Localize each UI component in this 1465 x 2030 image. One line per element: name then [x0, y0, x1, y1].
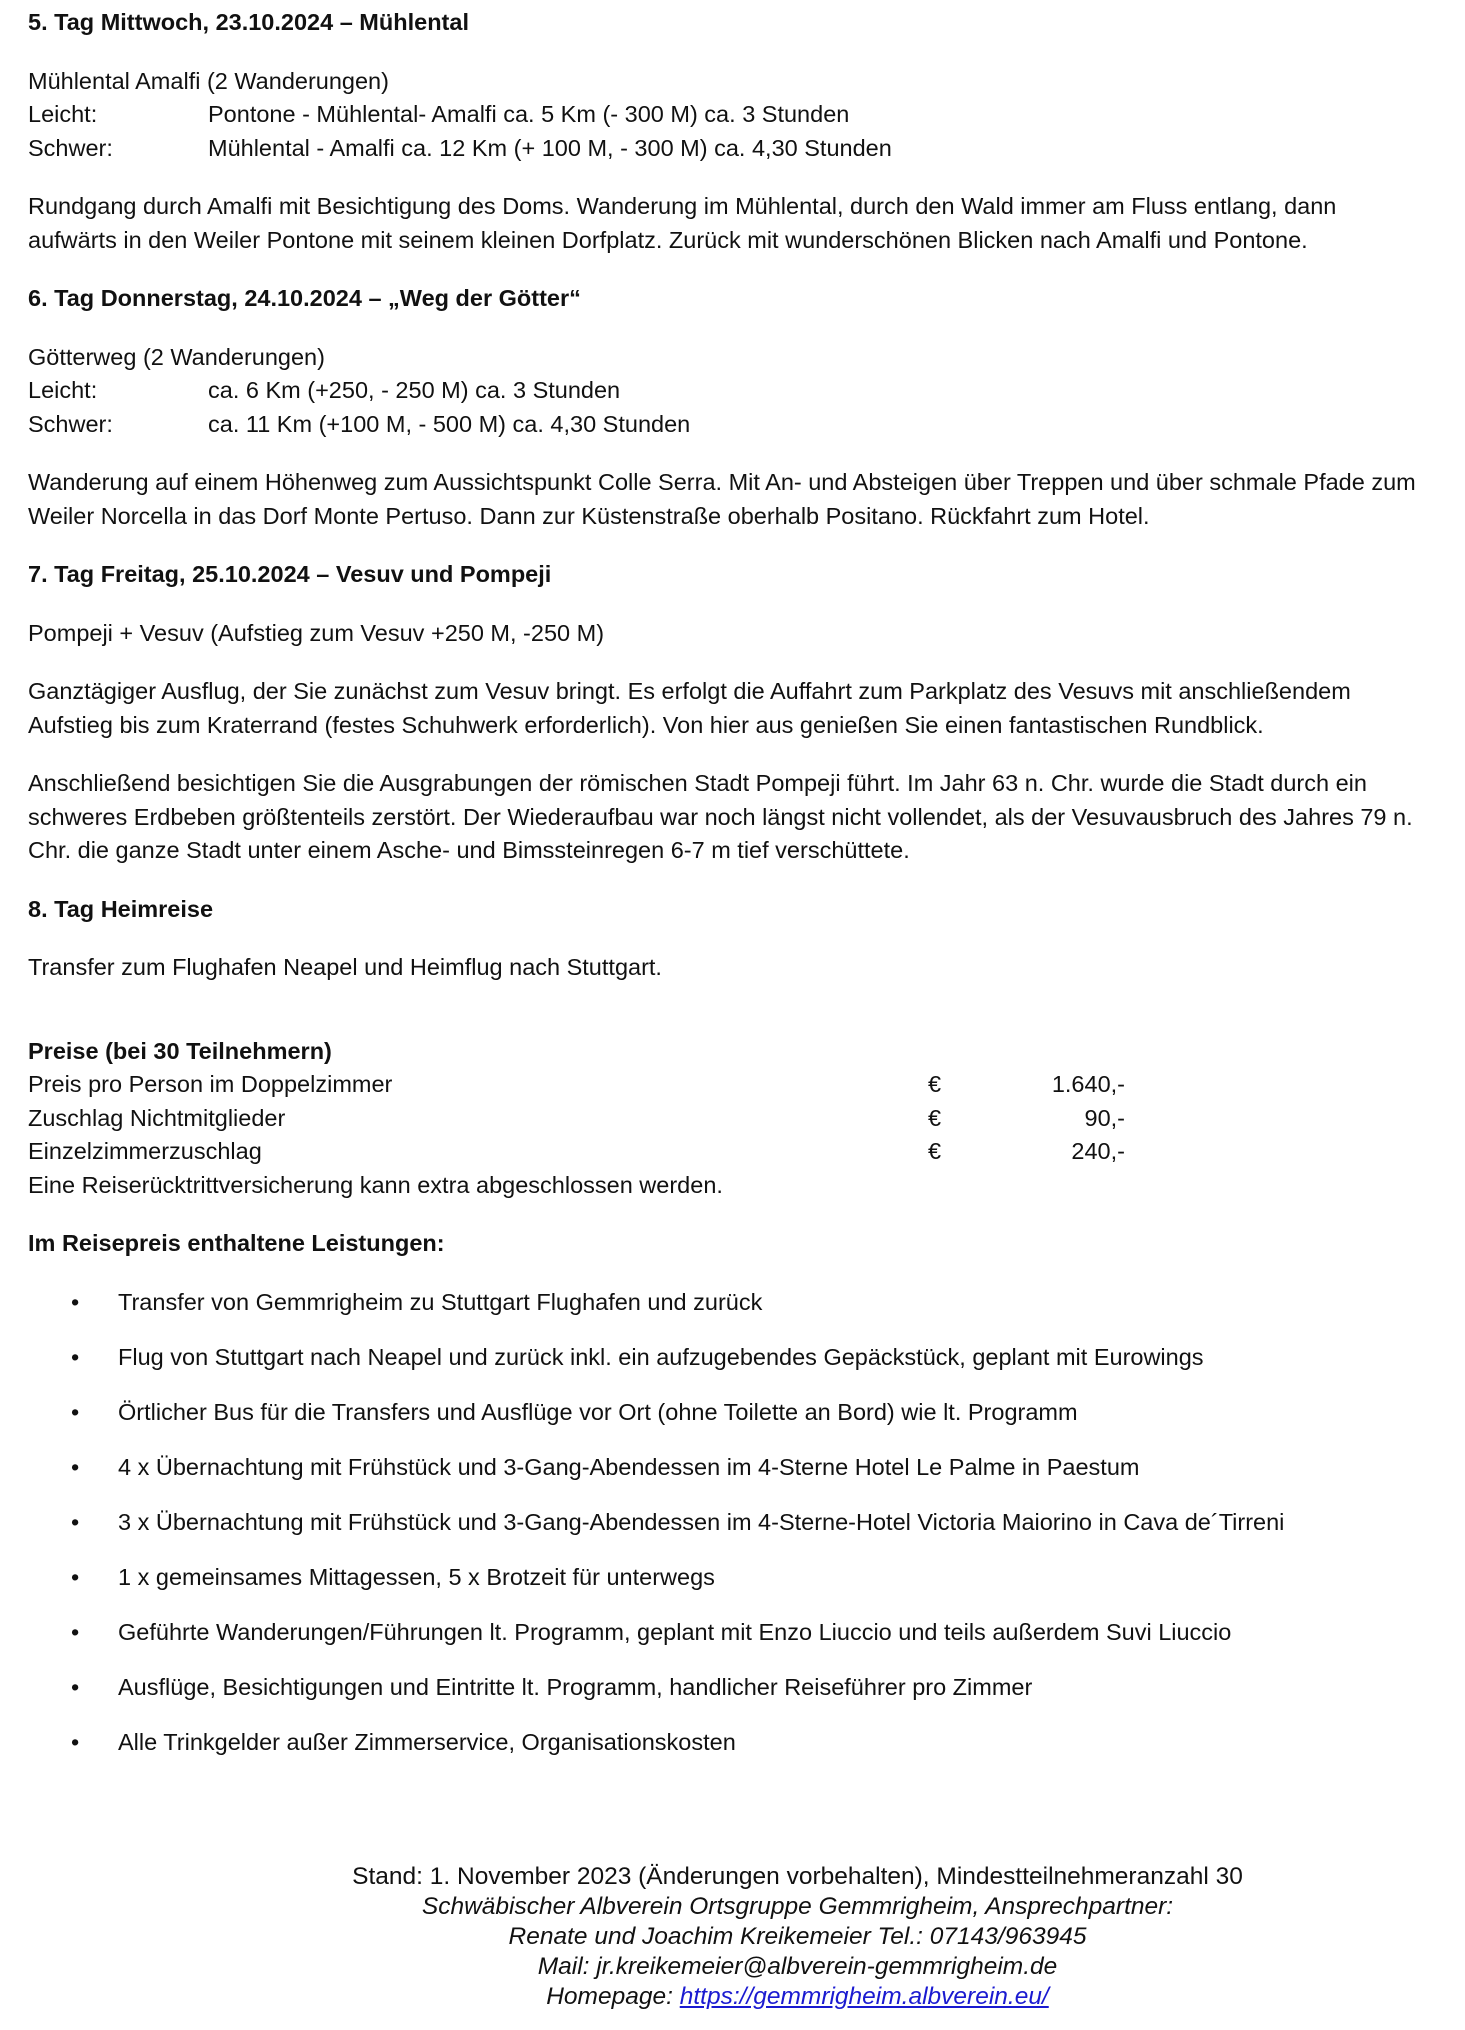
list-item-text: Flug von Stuttgart nach Neapel und zurück inkl. ein aufzugebendes Gepäckstück, geplant mit Eurowings	[118, 1343, 1204, 1370]
price-row	[28, 1068, 1465, 1102]
price-amount: 90,-	[1084, 1104, 1125, 1131]
bullet-icon: •	[71, 1288, 80, 1315]
insurance-note: Eine Reiserücktrittversicherung kann extra abgeschlossen werden.	[28, 1171, 723, 1198]
list-item	[28, 1396, 1465, 1430]
day5-heading: 5. Tag Mittwoch, 23.10.2024 – Mühlental	[28, 9, 469, 35]
day5-hard-label: Schwer:	[28, 134, 113, 161]
list-item	[28, 1286, 1465, 1320]
list-item	[28, 1451, 1465, 1485]
day7-description-2: Anschließend besichtigen Sie die Ausgrabungen der römischen Stadt Pompeji führt. Im Jahr 63 n. Chr. wurde die Stadt durch ein schweres Erdbeben größtenteils zerstört. Der Wiederaufbau war noch längst nicht vollendet, als der Vesuvausbruch des Jahres 79 n. Chr. die ganze Stadt unter einem Asche- und Bimssteinregen 6-7 m tief verschüttete.	[28, 770, 1413, 863]
list-item-text: 3 x Übernachtung mit Frühstück und 3-Gang-Abendessen im 4-Sterne-Hotel Victoria Maiorino in Cava de´Tirreni	[118, 1508, 1285, 1535]
bullet-icon: •	[71, 1508, 80, 1535]
day5-hard-line	[28, 132, 1465, 166]
day6-hard-text: ca. 11 Km (+100 M, - 500 M) ca. 4,30 Stunden	[208, 410, 691, 437]
list-item-text: Transfer von Gemmrigheim zu Stuttgart Flughafen und zurück	[118, 1288, 763, 1315]
price-amount: 240,-	[1071, 1138, 1125, 1164]
price-amount: 1.640,-	[1051, 1071, 1125, 1097]
price-row	[28, 1135, 1465, 1169]
list-item	[28, 1726, 1465, 1760]
day6-section	[28, 282, 1465, 533]
day5-easy-text: Pontone - Mühlental- Amalfi ca. 5 Km (- 300 M) ca. 3 Stunden	[208, 101, 850, 127]
list-item	[28, 1506, 1465, 1540]
day5-subtitle: Mühlental Amalfi (2 Wanderungen)	[28, 67, 389, 94]
euro-sign: €	[928, 1104, 942, 1131]
price-label: Preis pro Person im Doppelzimmer	[28, 1071, 393, 1097]
day6-hard-label: Schwer:	[28, 410, 113, 437]
day5-easy-label: Leicht:	[28, 101, 98, 127]
day7-subtitle: Pompeji + Vesuv (Aufstieg zum Vesuv +250 M, -250 M)	[28, 619, 605, 646]
day5-section	[28, 6, 1465, 257]
list-item-text: Geführte Wanderungen/Führungen lt. Programm, geplant mit Enzo Liuccio und teils außerdem Suvi Liuccio	[118, 1618, 1232, 1645]
bullet-icon: •	[71, 1563, 80, 1590]
euro-sign: €	[928, 1071, 942, 1097]
document-footer	[0, 1862, 1465, 2012]
bullet-icon: •	[71, 1673, 80, 1700]
price-label: Einzelzimmerzuschlag	[28, 1138, 262, 1164]
footer-organization: Schwäbischer Albverein Ortsgruppe Gemmrigheim, Ansprechpartner:	[421, 1893, 1174, 1920]
footer-homepage	[0, 1982, 1465, 2012]
prices-section	[28, 1035, 1465, 1203]
day8-section	[28, 893, 1465, 985]
day6-hard-line	[28, 408, 1465, 442]
day6-subtitle: Götterweg (2 Wanderungen)	[28, 343, 325, 370]
day6-heading: 6. Tag Donnerstag, 24.10.2024 – „Weg der Götter“	[28, 285, 581, 311]
day6-easy-label: Leicht:	[28, 377, 98, 403]
list-item	[28, 1341, 1465, 1375]
bullet-icon: •	[71, 1343, 80, 1370]
day5-easy-line	[28, 98, 1465, 132]
day5-hard-text: Mühlental - Amalfi ca. 12 Km (+ 100 M, - 300 M) ca. 4,30 Stunden	[208, 134, 892, 161]
list-item	[28, 1561, 1465, 1595]
day6-description: Wanderung auf einem Höhenweg zum Aussichtspunkt Colle Serra. Mit An- und Absteigen über Treppen und über schmale Pfade zum Weiler Norcella in das Dorf Monte Pertuso. Dann zur Küstenstraße oberhalb Positano. Rückfahrt zum Hotel.	[28, 469, 1416, 529]
prices-heading: Preise (bei 30 Teilnehmern)	[28, 1037, 332, 1064]
day8-heading: 8. Tag Heimreise	[28, 895, 214, 922]
price-label: Zuschlag Nichtmitglieder	[28, 1104, 286, 1131]
homepage-link[interactable]: https://gemmrigheim.albverein.eu/	[679, 1983, 1049, 2010]
bullet-icon: •	[71, 1618, 80, 1645]
bullet-icon: •	[71, 1728, 80, 1755]
services-section	[28, 1227, 1465, 1759]
footer-mail: Mail: jr.kreikemeier@albverein-gemmrigheim.de	[537, 1953, 1058, 1980]
homepage-label: Homepage:	[546, 1983, 680, 2010]
list-item-text: Ausflüge, Besichtigungen und Eintritte lt. Programm, handlicher Reiseführer pro Zimmer	[118, 1673, 1033, 1700]
services-heading: Im Reisepreis enthaltene Leistungen:	[28, 1230, 445, 1256]
footer-contact: Renate und Joachim Kreikemeier Tel.: 07143/963945	[508, 1923, 1087, 1950]
day7-heading: 7. Tag Freitag, 25.10.2024 – Vesuv und Pompeji	[28, 561, 552, 587]
day7-section	[28, 558, 1465, 868]
list-item-text: 1 x gemeinsames Mittagessen, 5 x Brotzeit für unterwegs	[118, 1563, 715, 1590]
list-item-text: Örtlicher Bus für die Transfers und Ausflüge vor Ort (ohne Toilette an Bord) wie lt. Programm	[118, 1398, 1078, 1425]
day5-description: Rundgang durch Amalfi mit Besichtigung des Doms. Wanderung im Mühlental, durch den Wald immer am Fluss entlang, dann aufwärts in den Weiler Pontone mit seinem kleinen Dorfplatz. Zurück mit wunderschönen Blicken nach Amalfi und Pontone.	[28, 193, 1337, 253]
day8-description: Transfer zum Flughafen Neapel und Heimflug nach Stuttgart.	[28, 954, 662, 980]
list-item	[28, 1671, 1465, 1705]
day6-easy-text: ca. 6 Km (+250, - 250 M) ca. 3 Stunden	[208, 377, 621, 403]
list-item-text: Alle Trinkgelder außer Zimmerservice, Organisationskosten	[118, 1728, 736, 1755]
bullet-icon: •	[71, 1398, 80, 1425]
day6-easy-line	[28, 374, 1465, 408]
bullet-icon: •	[71, 1453, 80, 1480]
euro-sign: €	[928, 1138, 942, 1164]
list-item-text: 4 x Übernachtung mit Frühstück und 3-Gang-Abendessen im 4-Sterne Hotel Le Palme in Paestum	[118, 1453, 1140, 1480]
footer-stand: Stand: 1. November 2023 (Änderungen vorbehalten), Mindestteilnehmeranzahl 30	[352, 1863, 1243, 1890]
price-row	[28, 1102, 1465, 1136]
services-list	[28, 1286, 1465, 1760]
list-item	[28, 1616, 1465, 1650]
day7-description-1: Ganztägiger Ausflug, der Sie zunächst zum Vesuv bringt. Es erfolgt die Auffahrt zum Parkplatz des Vesuvs mit anschließendem Aufstieg bis zum Kraterrand (festes Schuhwerk erforderlich). Von hier aus genießen Sie einen fantastischen Rundblick.	[28, 678, 1351, 738]
